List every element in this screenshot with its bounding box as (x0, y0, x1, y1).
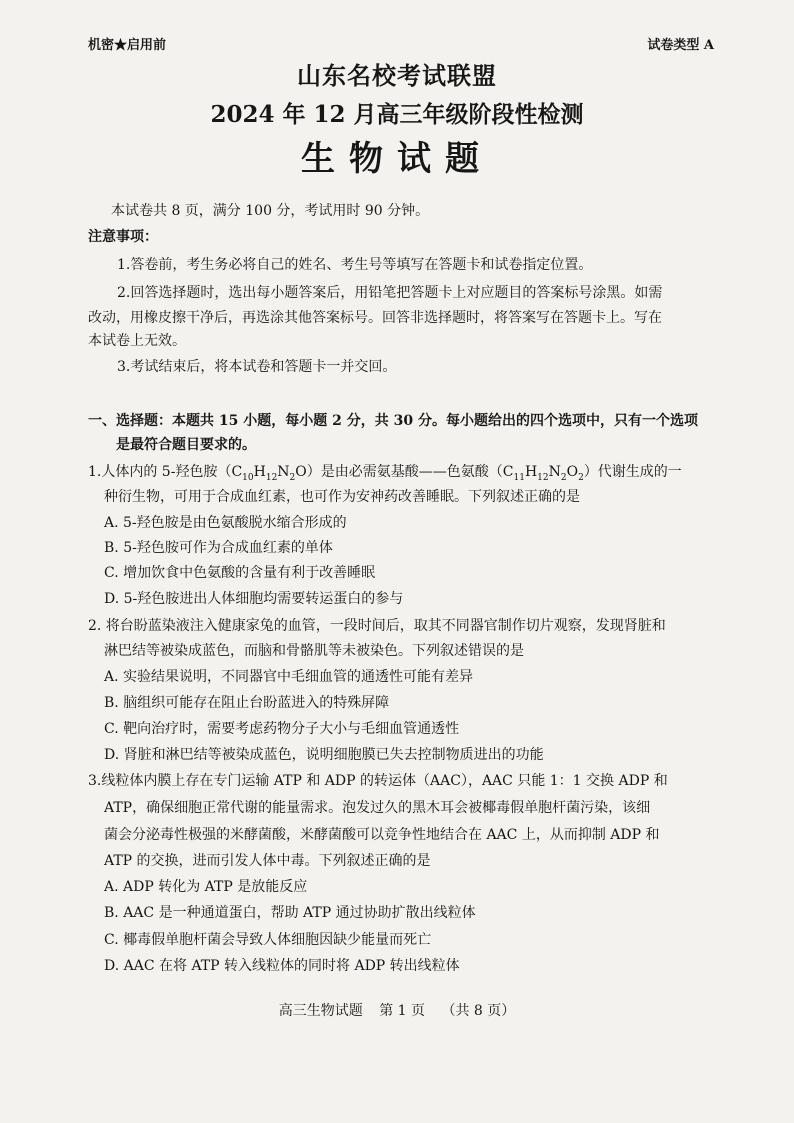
notes-heading: 注意事项： (88, 229, 158, 245)
exam-union-title: 山东名校考试联盟 (297, 61, 497, 90)
note-1: 1.答卷前，考生务必将自己的姓名、考生号等填写在答题卡和试卷指定位置。 (117, 257, 593, 273)
question-2-option-d: D. 肾脏和淋巴结等被染成蓝色，说明细胞膜已失去控制物质进出的功能 (104, 747, 544, 763)
question-3-stem-line-3: 菌会分泌毒性极强的米酵菌酸，米酵菌酸可以竞争性地结合在 AAC 上，从而抑制 ADP 和 (104, 827, 660, 843)
question-2-option-b: B. 脑组织可能存在阻止台盼蓝进入的特殊屏障 (104, 695, 390, 711)
question-2-option-c: C. 靶向治疗时，需要考虑药物分子大小与毛细血管通透性 (104, 721, 460, 737)
confidential-label: 机密★启用前 (88, 38, 167, 53)
question-3-option-a: A. ADP 转化为 ATP 是放能反应 (104, 879, 308, 895)
exam-date-title: 2024 年 12 月高三年级阶段性检测 (210, 101, 584, 128)
question-2-option-a: A. 实验结果说明，不同器官中毛细血管的通透性可能有差异 (104, 669, 474, 685)
intro-summary: 本试卷共 8 页，满分 100 分，考试用时 90 分钟。 (111, 203, 430, 219)
question-3-stem: 3.线粒体内膜上存在专门运输 ATP 和 ADP 的转运体（AAC），AAC 只能 1：1 交换 ADP 和 (88, 773, 668, 789)
section-1-heading-cont: 是最符合题目要求的。 (116, 437, 256, 453)
note-2-line-3: 本试卷上无效。 (88, 333, 186, 349)
footer-subject: 高三生物试题 (278, 1003, 363, 1019)
page-footer (0, 1000, 794, 1020)
question-3-option-d: D. AAC 在将 ATP 转入线粒体的同时将 ADP 转出线粒体 (104, 958, 460, 974)
note-2-line-2: 改动，用橡皮擦干净后，再选涂其他答案标号。回答非选择题时，将答案写在答题卡上。写在 (88, 310, 662, 326)
question-1-option-d: D. 5-羟色胺进出人体细胞均需要转运蛋白的参与 (104, 591, 404, 607)
question-1-stem: 1.人体内的 5-羟色胺$(C_{10}H_{12}N_2O)$是由必需氨基酸——色氨酸$(C_{11}H_{12}N_2O_2)$代谢生成的一 (88, 464, 682, 483)
question-3-stem-line-2: ATP，确保细胞正常代谢的能量需求。泡发过久的黑木耳会被椰毒假单胞杆菌污染，该细 (104, 800, 651, 816)
note-2-line-1: 2.回答选择题时，选出每小题答案后，用铅笔把答题卡上对应题目的答案标号涂黑。如需 (117, 285, 663, 301)
footer-page-total: （共 8 页） (441, 1003, 516, 1019)
section-1-heading: 一、选择题：本题共 15 小题，每小题 2 分，共 30 分。每小题给出的四个选项中，只有一个选项 (88, 413, 698, 429)
question-2-stem: 2. 将台盼蓝染液注入健康家兔的血管，一段时间后，取其不同器官制作切片观察，发现肾脏和 (88, 618, 666, 634)
paper-type-label: 试卷类型 A (647, 38, 714, 53)
question-2-stem-cont: 淋巴结等被染成蓝色，而脑和骨骼肌等未被染色。下列叙述错误的是 (104, 643, 524, 659)
subject-title: 生物试题 (301, 139, 493, 179)
question-1-option-c: C. 增加饮食中色氨酸的含量有利于改善睡眠 (104, 565, 376, 581)
question-1-stem-cont: 种衍生物，可用于合成血红素，也可作为安神药改善睡眠。下列叙述正确的是 (104, 489, 580, 505)
question-3-stem-line-4: ATP 的交换，进而引发人体中毒。下列叙述正确的是 (104, 853, 431, 869)
note-3: 3.考试结束后，将本试卷和答题卡一并交回。 (117, 359, 397, 375)
question-1-option-a: A. 5-羟色胺是由色氨酸脱水缩合形成的 (104, 515, 347, 531)
question-3-option-b: B. AAC 是一种通道蛋白，帮助 ATP 通过协助扩散出线粒体 (104, 905, 476, 921)
question-3-option-c: C. 椰毒假单胞杆菌会导致人体细胞因缺少能量而死亡 (104, 932, 432, 948)
question-1-option-b: B. 5-羟色胺可作为合成血红素的单体 (104, 540, 333, 556)
footer-page-number: 第 1 页 (379, 1003, 425, 1019)
